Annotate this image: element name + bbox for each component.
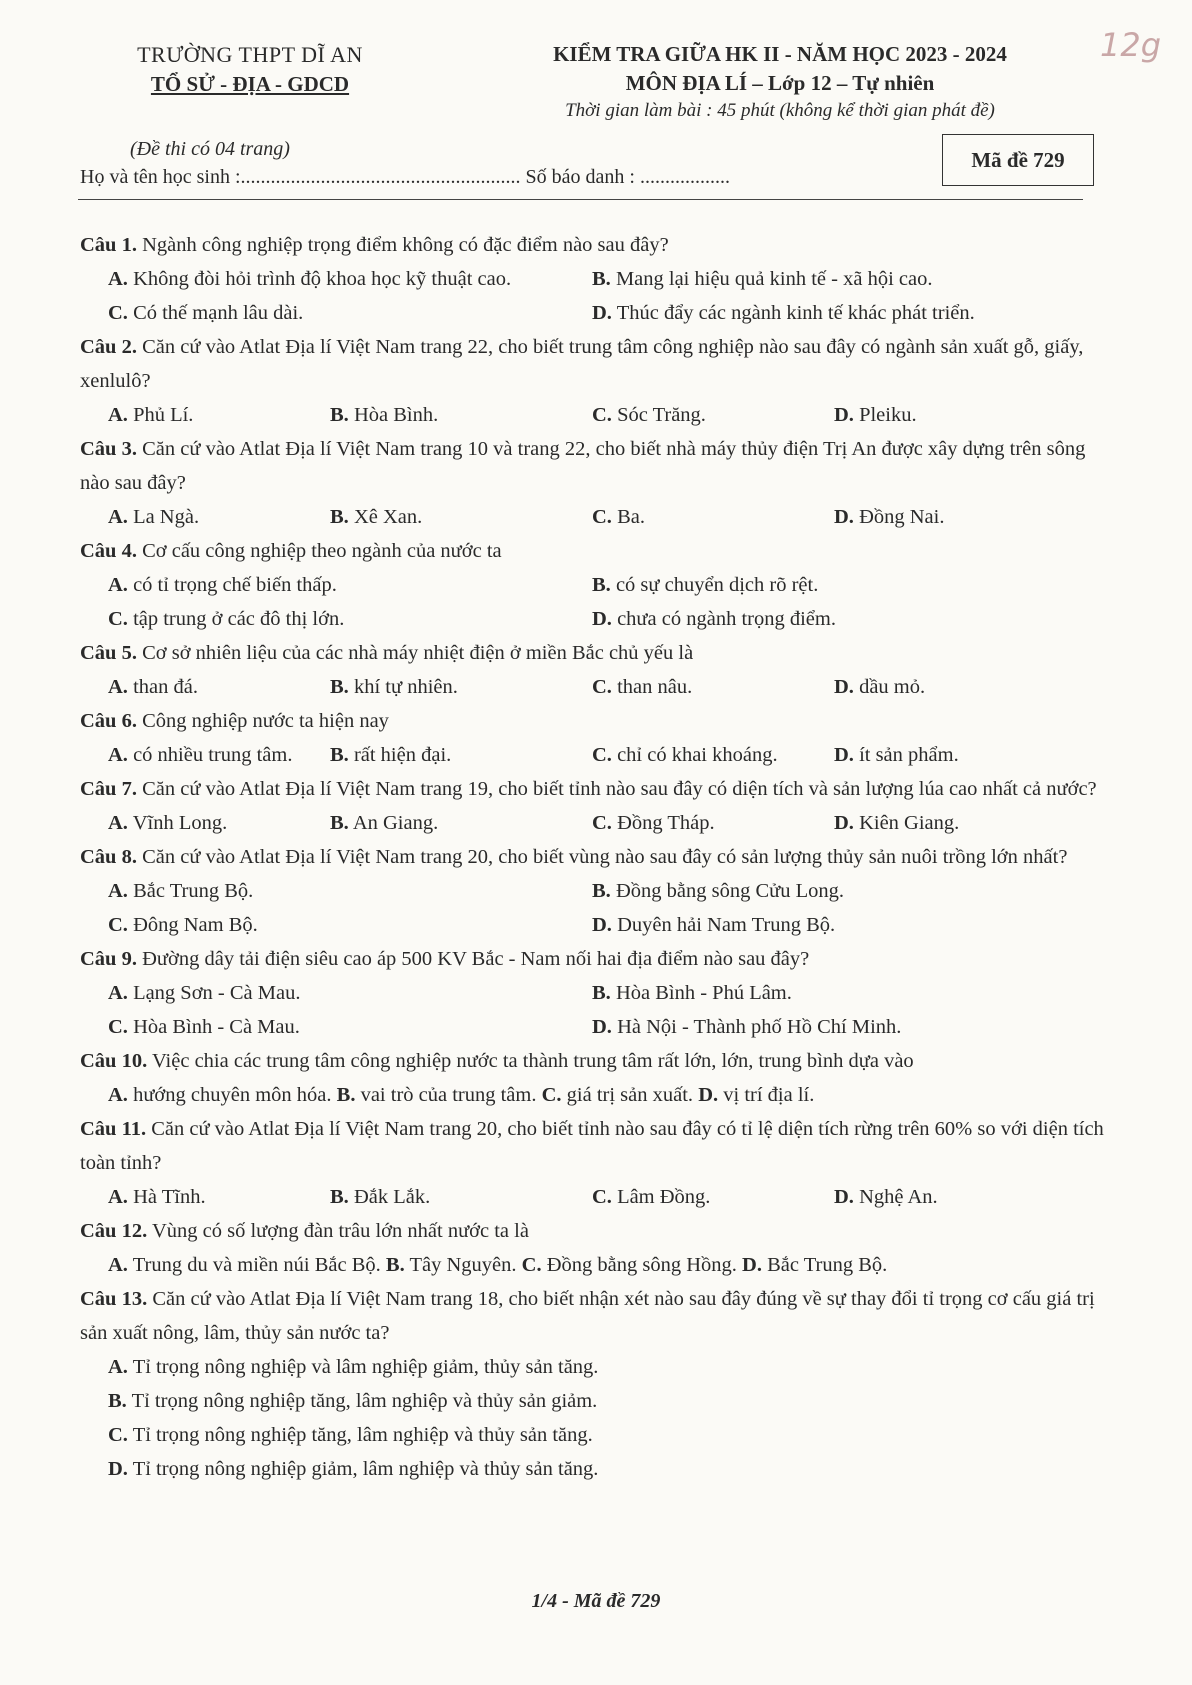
option-letter: B. (330, 744, 349, 766)
option-text: Đồng bằng sông Hồng. (546, 1254, 737, 1276)
option-letter: C. (108, 1016, 128, 1038)
option-letter: A. (108, 744, 128, 766)
option-text: chỉ có khai khoáng. (617, 744, 778, 766)
answer-option (108, 398, 330, 432)
question-stem (80, 704, 1120, 738)
question-stem (80, 1282, 1120, 1350)
option-letter: B. (330, 676, 349, 698)
answer-option (108, 976, 592, 1010)
option-text: Thúc đẩy các ngành kinh tế khác phát triển. (616, 302, 975, 324)
option-text: Đông Nam Bộ. (133, 914, 258, 936)
answer-option (834, 1180, 1134, 1214)
school-name: TRƯỜNG THPT DĨ AN (137, 42, 363, 67)
option-text: Đồng Nai. (859, 506, 945, 528)
option-letter: D. (834, 404, 854, 426)
question-stem (80, 1044, 1120, 1078)
question-stem (80, 772, 1120, 806)
answer-option (592, 874, 1152, 908)
option-text: Mang lại hiệu quả kinh tế - xã hội cao. (615, 268, 933, 290)
answer-options (80, 398, 1120, 432)
option-text: Bắc Trung Bộ. (133, 880, 254, 902)
option-text: vị trí địa lí. (723, 1084, 815, 1106)
answer-option (592, 398, 834, 432)
option-text: Bắc Trung Bộ. (767, 1254, 888, 1276)
answer-options (80, 670, 1120, 704)
option-text: có tỉ trọng chế biến thấp. (133, 574, 337, 596)
option-letter: D. (592, 914, 612, 936)
answer-option (592, 806, 834, 840)
option-text: Tỉ trọng nông nghiệp giảm, lâm nghiệp và thủy sản tăng. (132, 1458, 599, 1480)
answer-option (592, 500, 834, 534)
question-number: Câu 2. (80, 336, 137, 358)
option-text: Hòa Bình. (353, 404, 439, 426)
answer-option (108, 908, 592, 942)
question-text: Đường dây tải điện siêu cao áp 500 KV Bắc - Nam nối hai địa điểm nào sau đây? (142, 948, 810, 970)
department-name: TỔ SỬ - ĐỊA - GDCD (150, 72, 350, 96)
answer-option (108, 1452, 1120, 1486)
option-letter: A. (108, 404, 128, 426)
option-letter: D. (592, 608, 612, 630)
option-letter: A. (108, 1356, 128, 1378)
question-list (80, 228, 1120, 1486)
option-text: Đồng bằng sông Cửu Long. (615, 880, 844, 902)
question-stem (80, 1214, 1120, 1248)
option-letter: C. (592, 506, 612, 528)
option-letter: B. (592, 982, 611, 1004)
option-text: Kiên Giang. (859, 812, 960, 834)
answer-options (80, 1078, 1120, 1112)
question-text: Vùng có số lượng đàn trâu lớn nhất nước ta là (151, 1220, 529, 1242)
option-text: có nhiều trung tâm. (133, 744, 293, 766)
answer-options (80, 1350, 1120, 1486)
option-text: Duyên hải Nam Trung Bộ. (617, 914, 836, 936)
answer-option (592, 908, 1152, 942)
answer-option (542, 1084, 699, 1106)
question-number: Câu 11. (80, 1118, 147, 1140)
answer-option (592, 262, 1152, 296)
option-text: Ba. (617, 506, 645, 528)
question-number: Câu 1. (80, 234, 137, 256)
question-text: Căn cứ vào Atlat Địa lí Việt Nam trang 10 và trang 22, cho biết nhà máy thủy điện Trị An được xây dựng trên sông nào sau đây? (80, 438, 1086, 494)
option-text: Tây Nguyên. (409, 1254, 517, 1276)
answer-options (80, 874, 1120, 942)
option-text: Tỉ trọng nông nghiệp tăng, lâm nghiệp và thủy sản giảm. (131, 1390, 598, 1412)
question-text: Căn cứ vào Atlat Địa lí Việt Nam trang 20, cho biết tỉnh nào sau đây có tỉ lệ diện tích rừng trên 60% so với diện tích toàn tỉnh? (80, 1118, 1104, 1174)
option-letter: D. (834, 1186, 854, 1208)
answer-option (337, 1084, 542, 1106)
option-text: Xê Xan. (353, 506, 423, 528)
answer-option (834, 500, 1134, 534)
answer-option (330, 670, 592, 704)
option-letter: B. (592, 574, 611, 596)
option-letter: D. (698, 1084, 719, 1106)
option-text: Tỉ trọng nông nghiệp và lâm nghiệp giảm, thủy sản tăng. (132, 1356, 599, 1378)
option-text: An Giang. (352, 812, 439, 834)
question-stem (80, 636, 1120, 670)
answer-option (698, 1084, 814, 1106)
option-letter: D. (592, 302, 612, 324)
option-text: tập trung ở các đô thị lớn. (133, 608, 345, 630)
option-letter: C. (541, 1084, 562, 1106)
question-number: Câu 4. (80, 540, 137, 562)
answer-option (834, 738, 1134, 772)
handwritten-mark: 12g (1100, 26, 1162, 64)
question-number: Câu 9. (80, 948, 137, 970)
pages-note: (Đề thi có 04 trang) (130, 138, 290, 160)
answer-option (386, 1254, 522, 1276)
answer-option (108, 1084, 337, 1106)
option-letter: A. (108, 880, 128, 902)
option-text: Có thế mạnh lâu dài. (133, 302, 304, 324)
question-stem (80, 228, 1120, 262)
option-text: hướng chuyên môn hóa. (133, 1084, 332, 1106)
answer-option (108, 1384, 1120, 1418)
answer-option (108, 806, 330, 840)
answer-options (80, 568, 1120, 636)
option-letter: A. (108, 506, 128, 528)
exam-title: KIỂM TRA GIỮA HK II - NĂM HỌC 2023 - 2024 (553, 42, 1007, 66)
question-text: Căn cứ vào Atlat Địa lí Việt Nam trang 22, cho biết trung tâm công nghiệp nào sau đây có ngành sản xuất gỗ, giấy, xenlulô? (80, 336, 1084, 392)
exam-code-box: Mã đề 729 (942, 134, 1094, 186)
option-letter: A. (108, 982, 128, 1004)
question-text: Căn cứ vào Atlat Địa lí Việt Nam trang 18, cho biết nhận xét nào sau đây đúng về sự thay đổi tỉ trọng cơ cấu giá trị sản xuất nông, lâm, thủy sản nước ta? (80, 1288, 1095, 1344)
answer-option (592, 602, 1152, 636)
answer-option (108, 500, 330, 534)
question-number: Câu 8. (80, 846, 137, 868)
option-text: khí tự nhiên. (353, 676, 458, 698)
answer-option (834, 670, 1134, 704)
option-letter: B. (108, 1390, 127, 1412)
option-letter: B. (330, 812, 349, 834)
option-text: rất hiện đại. (353, 744, 452, 766)
option-letter: B. (330, 1186, 349, 1208)
option-letter: B. (592, 268, 611, 290)
question-stem (80, 330, 1120, 398)
answer-option (592, 738, 834, 772)
answer-options (80, 976, 1120, 1044)
answer-option (330, 738, 592, 772)
answer-option (108, 670, 330, 704)
option-letter: C. (592, 812, 612, 834)
option-letter: A. (108, 574, 128, 596)
question-text: Cơ cấu công nghiệp theo ngành của nước ta (142, 540, 502, 562)
question-number: Câu 10. (80, 1050, 148, 1072)
option-letter: A. (108, 812, 128, 834)
option-text: Hòa Bình - Cà Mau. (133, 1016, 300, 1038)
page-footer: 1/4 - Mã đề 729 (531, 1590, 661, 1612)
answer-options (80, 262, 1120, 330)
option-text: Hà Nội - Thành phố Hồ Chí Minh. (617, 1016, 902, 1038)
question-number: Câu 13. (80, 1288, 148, 1310)
answer-option (742, 1254, 887, 1276)
option-text: Tỉ trọng nông nghiệp tăng, lâm nghiệp và thủy sản tăng. (132, 1424, 593, 1446)
option-text: Lâm Đồng. (617, 1186, 711, 1208)
question-text: Cơ sở nhiên liệu của các nhà máy nhiệt điện ở miền Bắc chủ yếu là (142, 642, 694, 664)
answer-option (834, 398, 1134, 432)
option-letter: A. (108, 1084, 128, 1106)
question-stem (80, 1112, 1120, 1180)
answer-option (592, 1180, 834, 1214)
answer-options (80, 1248, 1120, 1282)
option-text: than đá. (133, 676, 198, 698)
option-letter: B. (330, 506, 349, 528)
answer-option (592, 976, 1152, 1010)
question-number: Câu 12. (80, 1220, 148, 1242)
option-text: Không đòi hỏi trình độ khoa học kỹ thuật cao. (133, 268, 512, 290)
option-letter: B. (592, 880, 611, 902)
option-letter: C. (108, 1424, 128, 1446)
answer-option (834, 806, 1134, 840)
time-note: Thời gian làm bài : 45 phút (không kể thời gian phát đề) (565, 100, 995, 121)
option-letter: C. (521, 1254, 542, 1276)
answer-option (108, 1180, 330, 1214)
answer-option (330, 806, 592, 840)
question-stem (80, 534, 1120, 568)
option-letter: A. (108, 1254, 128, 1276)
option-text: vai trò của trung tâm. (360, 1084, 537, 1106)
answer-option (592, 296, 1152, 330)
answer-options (80, 806, 1120, 840)
answer-option (330, 398, 592, 432)
answer-option (108, 1254, 386, 1276)
question-stem (80, 432, 1120, 500)
exam-header (470, 42, 1090, 122)
option-text: Đồng Tháp. (617, 812, 715, 834)
answer-option (330, 500, 592, 534)
option-letter: C. (592, 744, 612, 766)
option-letter: A. (108, 1186, 128, 1208)
answer-option (108, 1418, 1120, 1452)
answer-option (108, 602, 592, 636)
answer-option (108, 874, 592, 908)
question-number: Câu 6. (80, 710, 137, 732)
option-letter: C. (108, 302, 128, 324)
option-letter: A. (108, 676, 128, 698)
option-text: Đắk Lắk. (353, 1186, 431, 1208)
option-letter: C. (108, 608, 128, 630)
option-letter: C. (592, 1186, 612, 1208)
option-letter: C. (592, 404, 612, 426)
question-stem (80, 840, 1120, 874)
option-letter: A. (108, 268, 128, 290)
option-text: Lạng Sơn - Cà Mau. (133, 982, 301, 1004)
answer-option (108, 1010, 592, 1044)
answer-option (592, 568, 1152, 602)
answer-options (80, 738, 1120, 772)
option-letter: B. (330, 404, 349, 426)
student-info-line: Họ và tên học sinh :........................................................ Số báo danh : .................. (80, 166, 730, 188)
option-text: Hà Tĩnh. (133, 1186, 206, 1208)
answer-option (330, 1180, 592, 1214)
question-text: Căn cứ vào Atlat Địa lí Việt Nam trang 19, cho biết tỉnh nào sau đây có diện tích và sản lượng lúa cao nhất cả nước? (142, 778, 1097, 800)
answer-option (522, 1254, 742, 1276)
option-letter: B. (385, 1254, 405, 1276)
question-number: Câu 7. (80, 778, 137, 800)
answer-option (108, 568, 592, 602)
option-letter: D. (742, 1254, 762, 1276)
option-text: giá trị sản xuất. (566, 1084, 694, 1106)
option-text: Pleiku. (859, 404, 917, 426)
question-text: Công nghiệp nước ta hiện nay (142, 710, 389, 732)
exam-subject: MÔN ĐỊA LÍ – Lớp 12 – Tự nhiên (625, 71, 935, 95)
option-text: chưa có ngành trọng điểm. (617, 608, 836, 630)
question-text: Ngành công nghiệp trọng điểm không có đặc điểm nào sau đây? (142, 234, 669, 256)
answer-option (592, 670, 834, 704)
answer-options (80, 500, 1120, 534)
question-number: Câu 5. (80, 642, 137, 664)
option-letter: C. (108, 914, 128, 936)
question-text: Căn cứ vào Atlat Địa lí Việt Nam trang 20, cho biết vùng nào sau đây có sản lượng thủy sản nuôi trồng lớn nhất? (142, 846, 1068, 868)
option-letter: D. (108, 1458, 128, 1480)
option-text: than nâu. (617, 676, 693, 698)
option-text: La Ngà. (133, 506, 200, 528)
option-letter: B. (336, 1084, 356, 1106)
header-divider (78, 199, 1083, 200)
option-text: có sự chuyển dịch rõ rệt. (615, 574, 819, 596)
answer-option (108, 262, 592, 296)
option-letter: D. (834, 812, 854, 834)
answer-options (80, 1180, 1120, 1214)
option-text: Trung du và miền núi Bắc Bộ. (132, 1254, 381, 1276)
option-text: Phủ Lí. (133, 404, 194, 426)
option-text: Hòa Bình - Phú Lâm. (615, 982, 792, 1004)
answer-option (108, 296, 592, 330)
option-text: Sóc Trăng. (617, 404, 706, 426)
option-letter: C. (592, 676, 612, 698)
question-text: Việc chia các trung tâm công nghiệp nước ta thành trung tâm rất lớn, lớn, trung bình dựa vào (151, 1050, 914, 1072)
answer-option (592, 1010, 1152, 1044)
option-letter: D. (834, 506, 854, 528)
question-number: Câu 3. (80, 438, 137, 460)
option-letter: D. (834, 676, 854, 698)
option-text: Nghệ An. (859, 1186, 938, 1208)
answer-option (108, 1350, 1120, 1384)
question-stem (80, 942, 1120, 976)
option-text: ít sản phẩm. (859, 744, 959, 766)
school-header (70, 42, 430, 97)
option-text: Vĩnh Long. (132, 812, 228, 834)
option-letter: D. (834, 744, 854, 766)
option-letter: D. (592, 1016, 612, 1038)
answer-option (108, 738, 330, 772)
option-text: dầu mỏ. (859, 676, 926, 698)
